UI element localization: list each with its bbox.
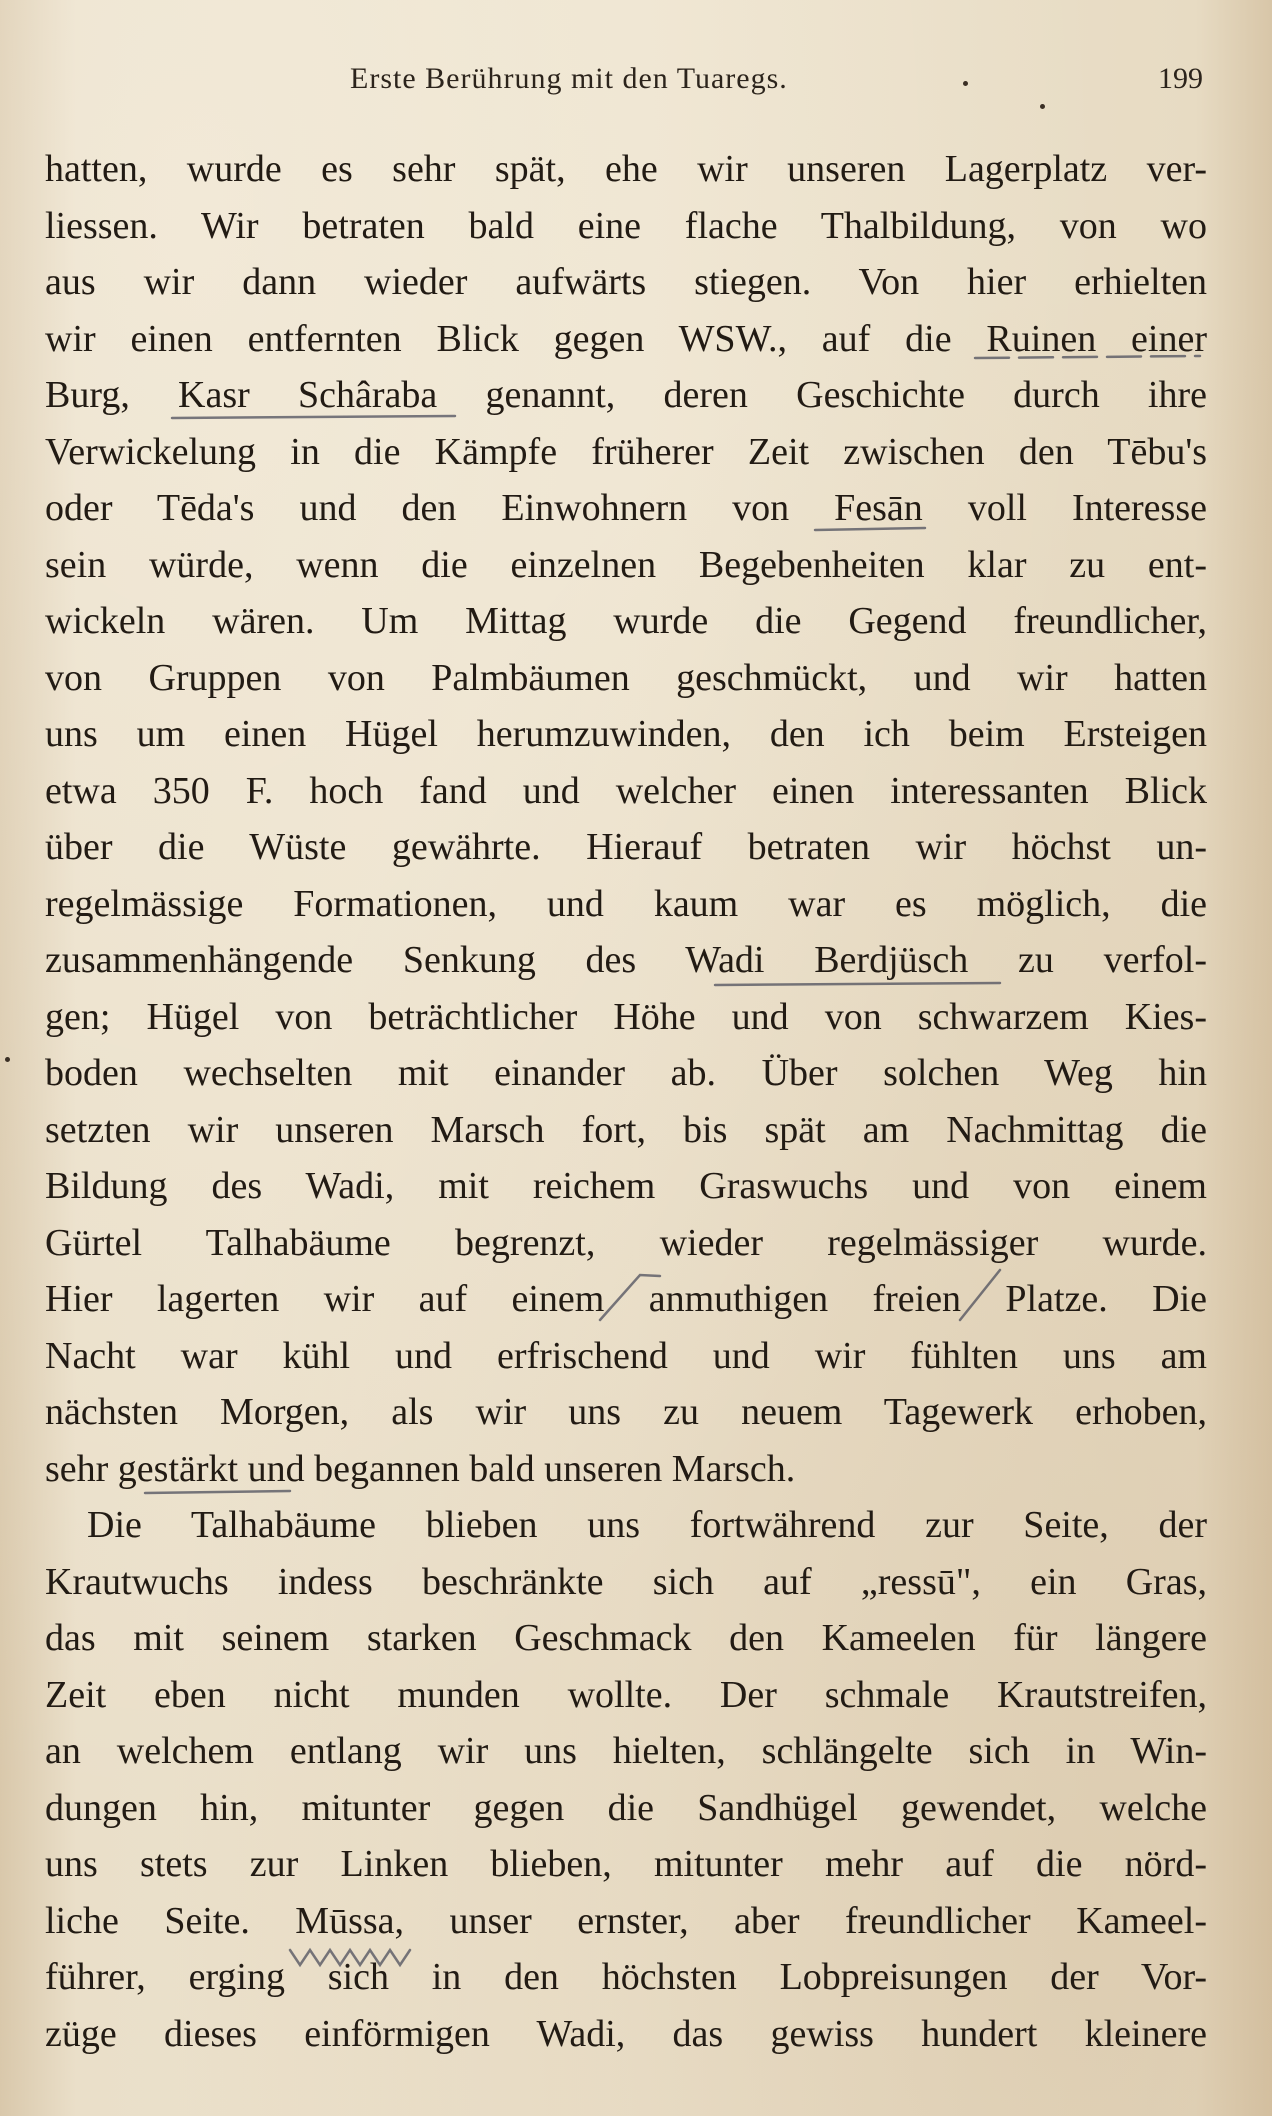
ink-speck (1040, 104, 1045, 109)
text-line: oder Tēda's und den Einwohnern von Fesān voll Interesse (45, 487, 1207, 529)
ink-speck (5, 1057, 10, 1062)
text-line: gen; Hügel von beträchtlicher Höhe und von schwarzem Kies- (45, 995, 1207, 1038)
text-line: liche Seite. Mūssa, unser ernster, aber freundlicher Kameel- (45, 1899, 1207, 1942)
text-line: zusammenhängende Senkung des Wadi Berdjüsch zu verfol- (45, 939, 1207, 981)
paragraph-start-line: Die Talhabäume blieben uns fortwährend zur Seite, der (87, 1504, 1207, 1546)
text-line: wir einen entfernten Blick gegen WSW., auf die Ruinen einer (45, 317, 1207, 360)
paragraph-end-line: sehr gestärkt und begannen bald unseren Marsch. (45, 1447, 796, 1490)
running-title: Erste Berührung mit den Tuaregs. (350, 62, 788, 95)
text-line: uns um einen Hügel herumzuwinden, den ich beim Ersteigen (45, 713, 1207, 755)
text-line: boden wechselten mit einander ab. Über solchen Weg hin (45, 1052, 1207, 1094)
text-line: sein würde, wenn die einzelnen Begebenheiten klar zu ent- (45, 543, 1207, 586)
text-line: züge dieses einförmigen Wadi, das gewiss hundert kleinere (45, 2012, 1207, 2055)
text-line: führer, erging sich in den höchsten Lobpreisungen der Vor- (45, 1956, 1207, 1998)
text-line: wickeln wären. Um Mittag wurde die Gegend freundlicher, (45, 600, 1207, 642)
text-line: Hier lagerten wir auf einem anmuthigen freien Platze. Die (45, 1278, 1207, 1320)
text-line: liessen. Wir betraten bald eine flache Thalbildung, von wo (45, 204, 1207, 247)
text-line: hatten, wurde es sehr spät, ehe wir unseren Lagerplatz ver- (45, 148, 1207, 190)
text-line: setzten wir unseren Marsch fort, bis spät am Nachmittag die (45, 1108, 1207, 1151)
text-line: Bildung des Wadi, mit reichem Graswuchs und von einem (45, 1165, 1207, 1207)
text-line: über die Wüste gewährte. Hierauf betraten wir höchst un- (45, 826, 1207, 868)
text-line: etwa 350 F. hoch fand und welcher einen interessanten Blick (45, 769, 1207, 812)
text-line: Burg, Kasr Schâraba genannt, deren Geschichte durch ihre (45, 374, 1207, 416)
text-line: aus wir dann wieder aufwärts stiegen. Von hier erhielten (45, 261, 1207, 303)
text-line: an welchem entlang wir uns hielten, schlängelte sich in Win- (45, 1730, 1207, 1772)
ink-speck (963, 81, 968, 86)
text-line: Gürtel Talhabäume begrenzt, wieder regelmässiger wurde. (45, 1221, 1207, 1264)
text-line: von Gruppen von Palmbäumen geschmückt, und wir hatten (45, 656, 1207, 699)
text-line: das mit seinem starken Geschmack den Kameelen für längere (45, 1617, 1207, 1659)
text-line: Zeit eben nicht munden wollte. Der schmale Krautstreifen, (45, 1673, 1207, 1716)
text-line: uns stets zur Linken blieben, mitunter mehr auf die nörd- (45, 1843, 1207, 1885)
text-line: Verwickelung in die Kämpfe früherer Zeit zwischen den Tēbu's (45, 430, 1207, 473)
text-line: regelmässige Formationen, und kaum war es möglich, die (45, 882, 1207, 925)
body-text (45, 141, 1207, 2062)
text-line: Krautwuchs indess beschränkte sich auf „ressū", ein Gras, (45, 1560, 1207, 1603)
text-line: Nacht war kühl und erfrischend und wir fühlten uns am (45, 1334, 1207, 1377)
page-number: 199 (1158, 62, 1203, 95)
text-line: dungen hin, mitunter gegen die Sandhügel gewendet, welche (45, 1786, 1207, 1829)
text-line: nächsten Morgen, als wir uns zu neuem Tagewerk erhoben, (45, 1391, 1207, 1433)
